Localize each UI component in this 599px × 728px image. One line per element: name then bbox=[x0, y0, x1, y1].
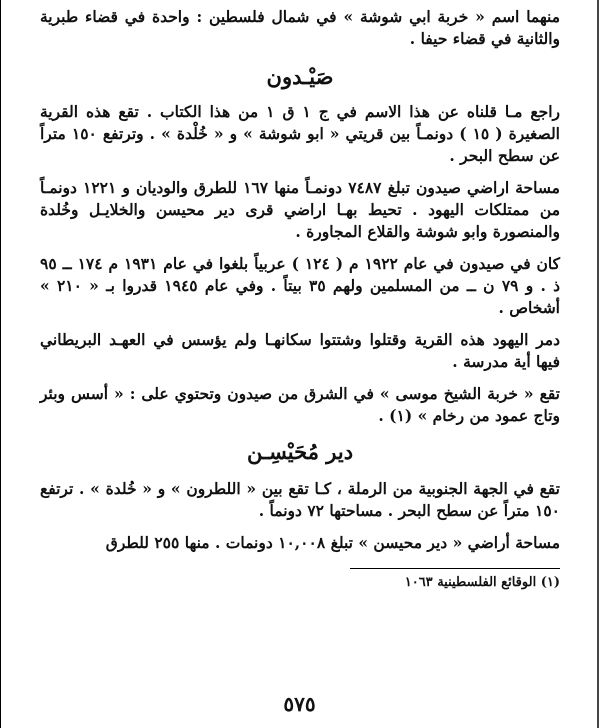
section-heading-sidon: صَيْـدون bbox=[266, 64, 334, 89]
footnote: (١) الوقائع الفلسطينية ١٠٦٣ bbox=[404, 575, 560, 590]
sidon-paragraph-5: تقع « خربة الشيخ موسى » في الشرق من صيدون وتحتوي على : « أسس وبئر وتاج عمود من رخام » (١) . bbox=[40, 384, 560, 425]
dayr-paragraph-1: تقع في الجهة الجنوبية من الرملة ، كـا تقع بين « اللطرون » و « خُلدة » . ترتفع ١٥٠ متراً عن سطح البحر . مساحتها ٧٢ دونماً . bbox=[40, 479, 560, 520]
footnote-divider bbox=[350, 568, 560, 569]
sidon-paragraph-1: راجع مـا قلناه عن هذا الاسم في ج ١ ق ١ من هذا الكتاب . تقع هذه القرية الصغيرة ( ١٥ ) دونمـاً بين قريتي « ابو شوشة » و « خُلْدة » . وترتفع ١٥٠ متراً عن سطح البحر . bbox=[40, 102, 560, 165]
sidon-paragraph-4: دمر اليهود هذه القرية وقتلوا وشتتوا سكانهـا ولم يؤسس في العهـد البريطاني فيها أية مدرسة . bbox=[40, 330, 560, 371]
document-page bbox=[40, 6, 560, 593]
sidon-paragraph-2: مساحة اراضي صيدون تبلغ ٧٤٨٧ دونمـاً منها ١٦٧ للطرق والوديان و ١٢٢١ دونمـاً من ممتلكات اليهود . تحيط بهـا اراضي قرى دير محيسن والخلايـل وخُلدة والمنصورة وابو شوشة والقلاع المجاورة . bbox=[40, 178, 560, 241]
sidon-paragraph-3: كان في صيدون في عام ١٩٢٢ م ( ١٢٤ ) عربياً بلغوا في عام ١٩٣١ م ١٧٤ ــ ٩٥ ذ . و ٧٩ ن ــ من المسلمين ولهم ٣٥ بيتاً . وفي عام ١٩٤٥ قدروا بـ « ٢١٠ » أشخاص . bbox=[40, 254, 561, 317]
intro-paragraph: منهما اسم « خربة ابي شوشة » في شمال فلسطين : واحدة في قضاء طبرية والثانية في قضاء حيفا . bbox=[40, 7, 560, 48]
section-heading-dayr-muhaysin: دير مُحَيْسِـن bbox=[246, 439, 354, 464]
page-number: ٥٧٥ bbox=[283, 692, 316, 716]
dayr-paragraph-2: مساحة أراضي « دير محيسن » تبلغ ١٠,٠٠٨ دونمات . منها ٢٥٥ للطرق bbox=[105, 533, 560, 552]
